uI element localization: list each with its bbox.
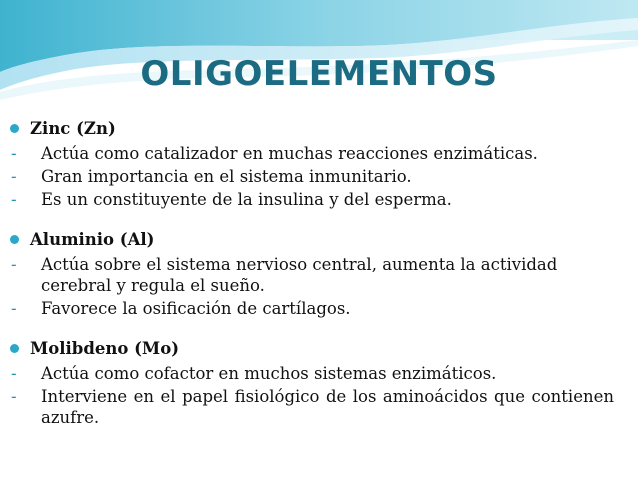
- section-heading: [8, 227, 614, 252]
- list-item-text: Interviene en el papel fisiológico de los aminoácidos que contienen azufre.: [41, 387, 614, 427]
- list-item: [8, 386, 614, 428]
- list-item: [8, 143, 614, 164]
- bullet-icon: [10, 344, 19, 353]
- dash-icon: -: [11, 387, 17, 406]
- section-heading-text: Molibdeno (Mo): [30, 339, 180, 358]
- dash-icon: -: [11, 144, 17, 163]
- list-item-text: Actúa como catalizador en muchas reacciones enzimáticas.: [41, 144, 538, 163]
- list-item: [8, 189, 614, 210]
- slide-content: [8, 116, 614, 445]
- section-heading: [8, 116, 614, 141]
- list-item-text: Actúa como cofactor en muchos sistemas enzimáticos.: [41, 364, 497, 383]
- list-item: [8, 298, 614, 319]
- dash-icon: -: [11, 167, 17, 186]
- section-heading: [8, 336, 614, 361]
- dash-icon: -: [11, 364, 17, 383]
- list-item-text: Actúa sobre el sistema nervioso central, aumenta la actividad cerebral y regula el sueño.: [41, 255, 558, 295]
- dash-icon: -: [11, 255, 17, 274]
- list-item-text: Favorece la osificación de cartílagos.: [41, 299, 351, 318]
- slide-title: OLIGOELEMENTOS: [140, 54, 498, 94]
- list-item-text: Es un constituyente de la insulina y del esperma.: [41, 190, 452, 209]
- list-item-text: Gran importancia en el sistema inmunitario.: [41, 167, 412, 186]
- list-item: [8, 166, 614, 187]
- list-item: [8, 254, 614, 296]
- section-molibdeno: [8, 336, 614, 428]
- section-zinc: [8, 116, 614, 210]
- dash-icon: -: [11, 190, 17, 209]
- section-aluminio: [8, 227, 614, 319]
- bullet-icon: [10, 124, 19, 133]
- list-item: [8, 363, 614, 384]
- section-heading-text: Aluminio (Al): [30, 230, 155, 249]
- dash-icon: -: [11, 299, 17, 318]
- section-heading-text: Zinc (Zn): [30, 119, 116, 138]
- bullet-icon: [10, 235, 19, 244]
